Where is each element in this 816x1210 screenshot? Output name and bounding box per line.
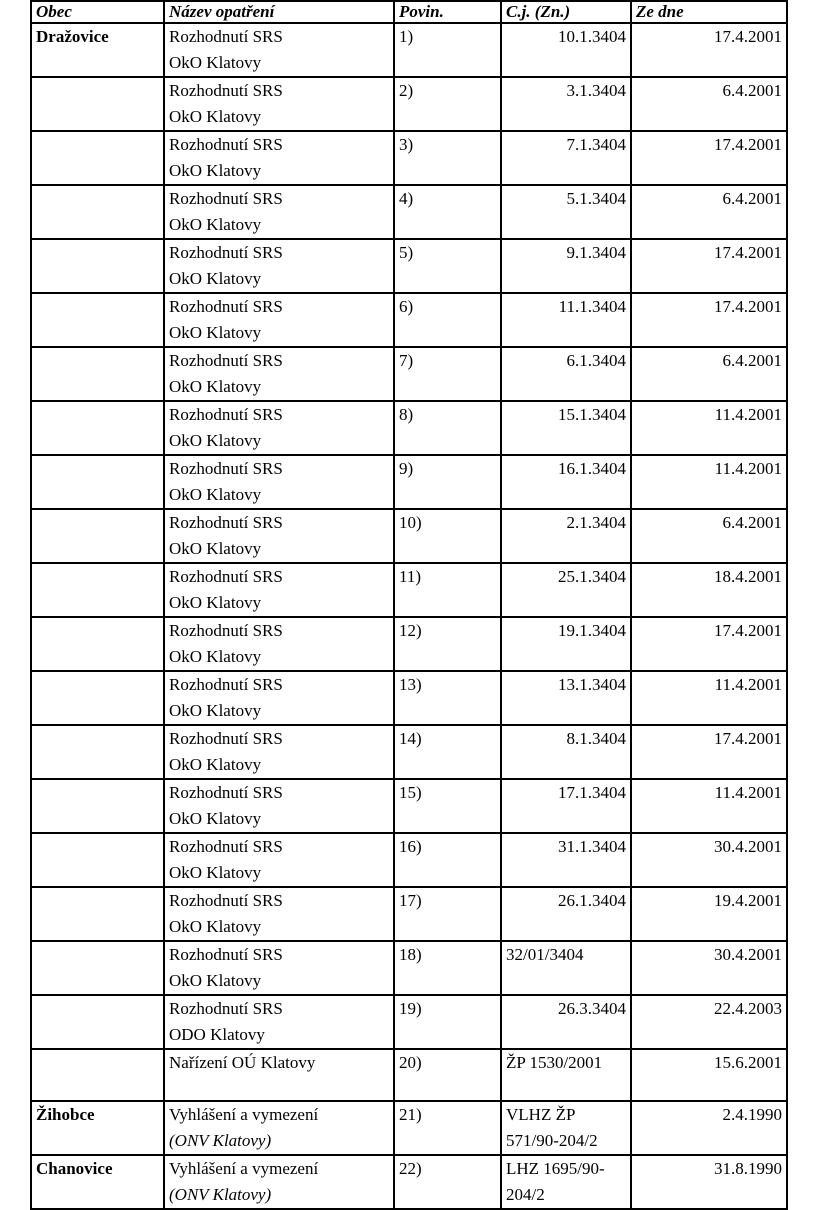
table-row (31, 563, 787, 617)
cell-date: 15.6.2001 (631, 1049, 787, 1101)
cell-povin: 16) (394, 833, 501, 887)
cell-date: 6.4.2001 (631, 509, 787, 563)
table-row (31, 1155, 787, 1209)
cell-nazev (164, 401, 394, 455)
cell-obec (31, 77, 164, 131)
cell-obec (31, 1049, 164, 1101)
cj-line-1: 6.1.3404 (566, 351, 626, 370)
cell-obec (31, 887, 164, 941)
header-povin: Povin. (394, 1, 501, 23)
table-body (31, 23, 787, 1209)
table-row (31, 671, 787, 725)
cell-nazev (164, 185, 394, 239)
nazev-line-2: OkO Klatovy (169, 701, 262, 720)
cell-cj (501, 671, 631, 725)
nazev-line-2: (ONV Klatovy) (169, 1131, 272, 1150)
cell-cj (501, 509, 631, 563)
cell-povin: 15) (394, 779, 501, 833)
cj-line-1: VLHZ ŽP (506, 1105, 576, 1124)
cell-cj (501, 1155, 631, 1209)
header-cj: C.j. (Zn.) (501, 1, 631, 23)
nazev-line-1: Rozhodnutí SRS (169, 27, 283, 46)
cj-line-1: 13.1.3404 (558, 675, 626, 694)
measures-table (30, 0, 788, 1210)
cell-obec (31, 401, 164, 455)
cj-line-1: 32/01/3404 (506, 945, 584, 964)
cell-date: 11.4.2001 (631, 671, 787, 725)
table-header-row (31, 1, 787, 23)
cell-date: 17.4.2001 (631, 239, 787, 293)
table-row (31, 725, 787, 779)
cell-cj (501, 725, 631, 779)
table-row (31, 1101, 787, 1155)
cell-obec (31, 725, 164, 779)
cj-line-1: 9.1.3404 (566, 243, 626, 262)
nazev-line-2: OkO Klatovy (169, 485, 262, 504)
nazev-line-1: Vyhlášení a vymezení (169, 1105, 319, 1124)
cell-povin: 17) (394, 887, 501, 941)
cell-povin: 11) (394, 563, 501, 617)
cell-cj (501, 455, 631, 509)
cell-nazev (164, 563, 394, 617)
cell-date: 6.4.2001 (631, 347, 787, 401)
cell-date: 6.4.2001 (631, 185, 787, 239)
table-row (31, 887, 787, 941)
nazev-line-2: OkO Klatovy (169, 917, 262, 936)
cell-obec (31, 131, 164, 185)
cell-nazev (164, 239, 394, 293)
cell-obec: Chanovice (31, 1155, 164, 1209)
cell-nazev (164, 617, 394, 671)
cell-date: 11.4.2001 (631, 779, 787, 833)
cell-obec (31, 617, 164, 671)
cj-line-2: 571/90-204/2 (506, 1131, 598, 1150)
cell-date: 17.4.2001 (631, 131, 787, 185)
nazev-line-1: Rozhodnutí SRS (169, 621, 283, 640)
cell-nazev (164, 293, 394, 347)
cell-cj (501, 347, 631, 401)
cj-line-1: 26.3.3404 (558, 999, 626, 1018)
cell-nazev (164, 833, 394, 887)
cj-line-1: 11.1.3404 (558, 297, 626, 316)
cell-cj (501, 239, 631, 293)
cell-nazev (164, 1049, 394, 1101)
cj-line-1: 3.1.3404 (566, 81, 626, 100)
cell-cj (501, 131, 631, 185)
nazev-line-1: Rozhodnutí SRS (169, 945, 283, 964)
cell-povin: 5) (394, 239, 501, 293)
cj-line-1: 5.1.3404 (566, 189, 626, 208)
nazev-line-2: OkO Klatovy (169, 647, 262, 666)
cell-obec (31, 293, 164, 347)
cell-povin: 8) (394, 401, 501, 455)
cell-cj (501, 401, 631, 455)
table-row (31, 995, 787, 1049)
nazev-line-2: OkO Klatovy (169, 755, 262, 774)
cell-date: 22.4.2003 (631, 995, 787, 1049)
cell-cj (501, 293, 631, 347)
table-row (31, 347, 787, 401)
nazev-line-1: Rozhodnutí SRS (169, 891, 283, 910)
table-row (31, 185, 787, 239)
nazev-line-2: OkO Klatovy (169, 161, 262, 180)
cell-date: 17.4.2001 (631, 23, 787, 77)
cell-povin: 7) (394, 347, 501, 401)
cell-obec: Žihobce (31, 1101, 164, 1155)
nazev-line-1: Rozhodnutí SRS (169, 837, 283, 856)
nazev-line-2: OkO Klatovy (169, 377, 262, 396)
cell-obec (31, 455, 164, 509)
cell-date: 2.4.1990 (631, 1101, 787, 1155)
cell-obec (31, 185, 164, 239)
table-row (31, 833, 787, 887)
cj-line-1: 31.1.3404 (558, 837, 626, 856)
cell-obec (31, 671, 164, 725)
nazev-line-2: OkO Klatovy (169, 53, 262, 72)
table-row (31, 455, 787, 509)
table-row (31, 131, 787, 185)
nazev-line-1: Rozhodnutí SRS (169, 81, 283, 100)
cell-povin: 19) (394, 995, 501, 1049)
nazev-line-2: OkO Klatovy (169, 539, 262, 558)
cell-povin: 18) (394, 941, 501, 995)
cj-line-1: LHZ 1695/90- (506, 1159, 605, 1178)
cell-obec (31, 779, 164, 833)
table-row (31, 293, 787, 347)
cell-cj (501, 941, 631, 995)
cell-cj (501, 23, 631, 77)
cell-nazev (164, 347, 394, 401)
nazev-line-1: Nařízení OÚ Klatovy (169, 1053, 316, 1072)
cell-cj (501, 995, 631, 1049)
cell-povin: 3) (394, 131, 501, 185)
cell-date: 17.4.2001 (631, 725, 787, 779)
cell-date: 31.8.1990 (631, 1155, 787, 1209)
cell-nazev (164, 77, 394, 131)
cell-date: 30.4.2001 (631, 833, 787, 887)
cell-povin: 13) (394, 671, 501, 725)
cell-obec (31, 509, 164, 563)
nazev-line-2: OkO Klatovy (169, 323, 262, 342)
cj-line-1: 26.1.3404 (558, 891, 626, 910)
nazev-line-2: OkO Klatovy (169, 431, 262, 450)
cell-obec (31, 239, 164, 293)
cell-nazev (164, 779, 394, 833)
cj-line-1: ŽP 1530/2001 (506, 1053, 603, 1072)
nazev-line-2: OkO Klatovy (169, 971, 262, 990)
cell-nazev (164, 671, 394, 725)
cell-cj (501, 563, 631, 617)
cell-date: 6.4.2001 (631, 77, 787, 131)
table-row (31, 1049, 787, 1101)
cell-povin: 2) (394, 77, 501, 131)
cell-date: 11.4.2001 (631, 401, 787, 455)
cell-povin: 14) (394, 725, 501, 779)
cell-nazev (164, 23, 394, 77)
nazev-line-1: Rozhodnutí SRS (169, 513, 283, 532)
cell-date: 19.4.2001 (631, 887, 787, 941)
cell-date: 17.4.2001 (631, 617, 787, 671)
nazev-line-1: Rozhodnutí SRS (169, 783, 283, 802)
cell-nazev (164, 455, 394, 509)
cell-date: 18.4.2001 (631, 563, 787, 617)
cj-line-2: 204/2 (506, 1185, 545, 1204)
cell-povin: 6) (394, 293, 501, 347)
header-nazev: Název opatření (164, 1, 394, 23)
table-row (31, 779, 787, 833)
table-row (31, 23, 787, 77)
cell-povin: 9) (394, 455, 501, 509)
nazev-line-1: Rozhodnutí SRS (169, 243, 283, 262)
cell-povin: 20) (394, 1049, 501, 1101)
cell-povin: 10) (394, 509, 501, 563)
header-date: Ze dne (631, 1, 787, 23)
table-row (31, 77, 787, 131)
cell-obec (31, 563, 164, 617)
cj-line-1: 7.1.3404 (566, 135, 626, 154)
cell-date: 17.4.2001 (631, 293, 787, 347)
nazev-line-1: Rozhodnutí SRS (169, 189, 283, 208)
cell-povin: 1) (394, 23, 501, 77)
cell-cj (501, 185, 631, 239)
cj-line-1: 16.1.3404 (558, 459, 626, 478)
nazev-line-1: Rozhodnutí SRS (169, 135, 283, 154)
cell-nazev (164, 725, 394, 779)
cell-date: 11.4.2001 (631, 455, 787, 509)
cell-obec: Dražovice (31, 23, 164, 77)
cell-nazev (164, 509, 394, 563)
nazev-line-2: OkO Klatovy (169, 593, 262, 612)
cj-line-1: 2.1.3404 (566, 513, 626, 532)
table-row (31, 239, 787, 293)
cj-line-1: 19.1.3404 (558, 621, 626, 640)
nazev-line-2: OkO Klatovy (169, 107, 262, 126)
nazev-line-1: Rozhodnutí SRS (169, 675, 283, 694)
header-obec: Obec (31, 1, 164, 23)
cj-line-1: 10.1.3404 (558, 27, 626, 46)
table-row (31, 401, 787, 455)
cell-nazev (164, 887, 394, 941)
cell-cj (501, 617, 631, 671)
cell-povin: 12) (394, 617, 501, 671)
cell-obec (31, 347, 164, 401)
nazev-line-1: Rozhodnutí SRS (169, 405, 283, 424)
table-row (31, 941, 787, 995)
nazev-line-2: (ONV Klatovy) (169, 1185, 272, 1204)
cell-nazev (164, 1155, 394, 1209)
cell-date: 30.4.2001 (631, 941, 787, 995)
cell-obec (31, 833, 164, 887)
table-row (31, 617, 787, 671)
cell-nazev (164, 995, 394, 1049)
cell-povin: 4) (394, 185, 501, 239)
cj-line-1: 8.1.3404 (566, 729, 626, 748)
nazev-line-2: OkO Klatovy (169, 215, 262, 234)
cell-nazev (164, 1101, 394, 1155)
nazev-line-2: OkO Klatovy (169, 269, 262, 288)
nazev-line-1: Rozhodnutí SRS (169, 999, 283, 1018)
cell-obec (31, 995, 164, 1049)
cell-nazev (164, 941, 394, 995)
nazev-line-1: Rozhodnutí SRS (169, 729, 283, 748)
nazev-line-1: Rozhodnutí SRS (169, 297, 283, 316)
cell-povin: 22) (394, 1155, 501, 1209)
cell-povin: 21) (394, 1101, 501, 1155)
nazev-line-1: Rozhodnutí SRS (169, 351, 283, 370)
nazev-line-2: OkO Klatovy (169, 863, 262, 882)
cell-cj (501, 77, 631, 131)
nazev-line-2: OkO Klatovy (169, 809, 262, 828)
cell-cj (501, 833, 631, 887)
cj-line-1: 15.1.3404 (558, 405, 626, 424)
cell-obec (31, 941, 164, 995)
cj-line-1: 25.1.3404 (558, 567, 626, 586)
nazev-line-1: Rozhodnutí SRS (169, 459, 283, 478)
cell-cj (501, 1101, 631, 1155)
cell-cj (501, 1049, 631, 1101)
cell-cj (501, 779, 631, 833)
cj-line-1: 17.1.3404 (558, 783, 626, 802)
nazev-line-2: ODO Klatovy (169, 1025, 265, 1044)
table-row (31, 509, 787, 563)
cell-cj (501, 887, 631, 941)
nazev-line-1: Rozhodnutí SRS (169, 567, 283, 586)
cell-nazev (164, 131, 394, 185)
nazev-line-1: Vyhlášení a vymezení (169, 1159, 319, 1178)
